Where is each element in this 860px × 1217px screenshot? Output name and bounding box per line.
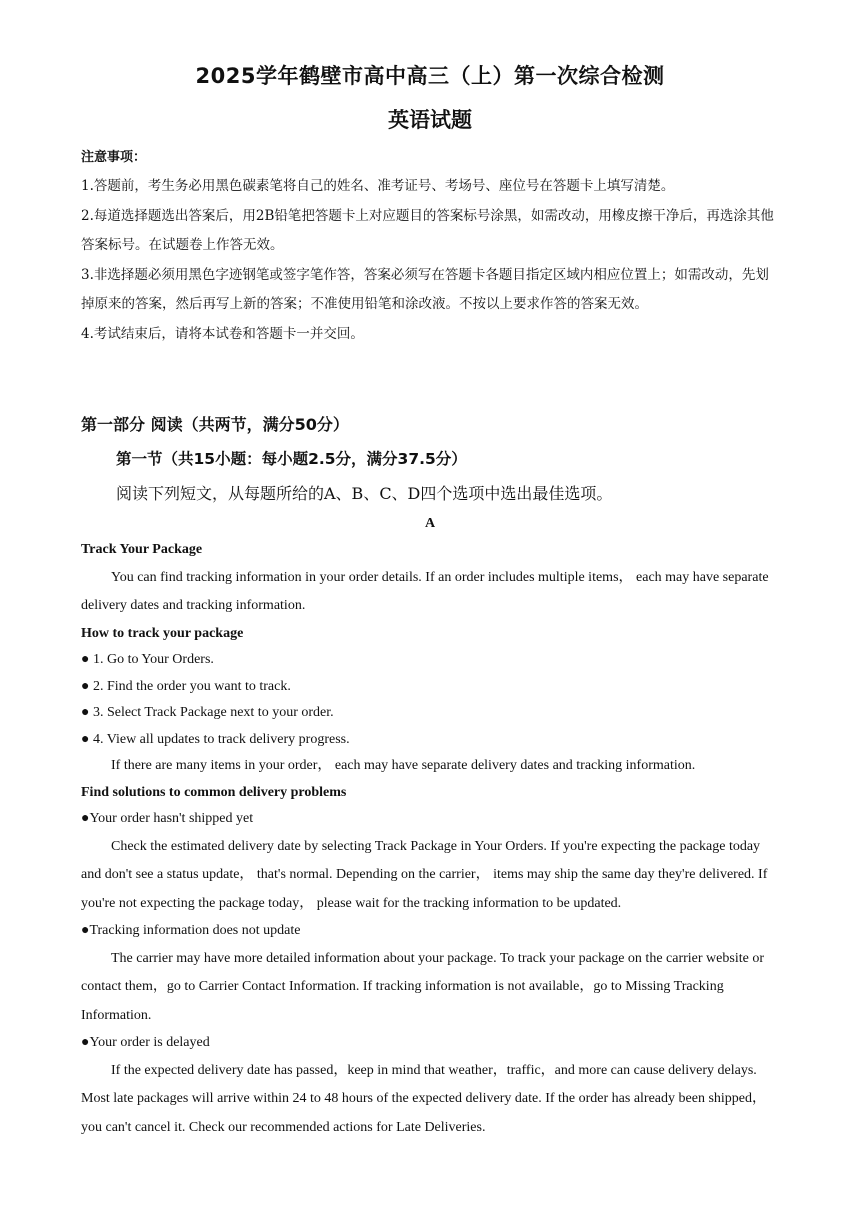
step-item: ● 3. Select Track Package next to your order. — [81, 705, 334, 720]
step-item: ● 1. Go to Your Orders. — [81, 652, 214, 667]
problem-heading: ●Your order hasn't shipped yet — [81, 811, 254, 826]
exam-title: 2025学年鹤壁市高中高三（上）第一次综合检测 — [195, 64, 665, 88]
passage-intro: You can find tracking information in your order details. If an order includes multiple items， each may have separate delivery dates and tracking information. — [81, 569, 769, 613]
step-item: ● 4. View all updates to track delivery progress. — [81, 731, 350, 747]
notice-item: 3.非选择题必须用黑色字迹钢笔或签字笔作答，答案必须写在答题卡各题目指定区域内相应位置上；如需改动，先划掉原来的答案，然后再写上新的答案；不准使用铅笔和涂改液。不按以上要求作答的答案无效。 — [81, 266, 769, 312]
solutions-heading: Find solutions to common delivery problems — [81, 784, 347, 800]
part-title: 第一部分 阅读（共两节，满分50分） — [81, 415, 349, 434]
problem-text: Check the estimated delivery date by selecting Track Package in Your Orders. If you're expecting the package today and don't see a status update， that's normal. Depending on the carrier， items may ship the same day they're delivered. If you're not expecting the package today， please wait for the tracking information to be updated. — [81, 838, 768, 911]
step-item: ● 2. Find the order you want to track. — [81, 678, 291, 694]
notice-item: 1.答题前，考生务必用黑色碳素笔将自己的姓名、准考证号、考场号、座位号在答题卡上填写清楚。 — [81, 178, 675, 194]
how-to-heading: How to track your package — [81, 625, 244, 641]
exam-subtitle: 英语试题 — [388, 108, 472, 132]
problem-heading: ●Your order is delayed — [81, 1035, 210, 1050]
problem-text: If the expected delivery date has passed，keep in mind that weather，traffic，and more can cause delivery delays. Most late packages will arrive within 24 to 48 hours of the expected delivery date. If the order has already been shipped，you can't cancel it. Check our recommended actions for Late Deliveries. — [81, 1062, 766, 1135]
notice-list — [81, 172, 781, 349]
problem-text: The carrier may have more detailed information about your package. To track your package on the carrier website or contact them，go to Carrier Contact Information. If tracking information is not available，go to Missing Tracking Information. — [81, 950, 764, 1023]
steps-note: If there are many items in your order， each may have separate delivery dates and tracking information. — [111, 758, 696, 773]
passage-title: Track Your Package — [81, 542, 203, 557]
section-title: 第一节（共15小题：每小题2.5分，满分37.5分） — [116, 450, 467, 468]
passage-body — [81, 537, 781, 1142]
notice-item: 4.考试结束后，请将本试卷和答题卡一并交回。 — [81, 325, 364, 342]
section-instruction: 阅读下列短文，从每题所给的A、B、C、D四个选项中选出最佳选项。 — [116, 484, 613, 503]
notice-item: 2.每道选择题选出答案后，用2B铅笔把答题卡上对应题目的答案标号涂黑，如需改动，用橡皮擦干净后，再选涂其他答案标号。在试题卷上作答无效。 — [81, 207, 774, 253]
notice-heading: 注意事项： — [81, 150, 147, 165]
passage-letter: A — [424, 516, 436, 531]
problem-heading: ●Tracking information does not update — [81, 923, 301, 938]
